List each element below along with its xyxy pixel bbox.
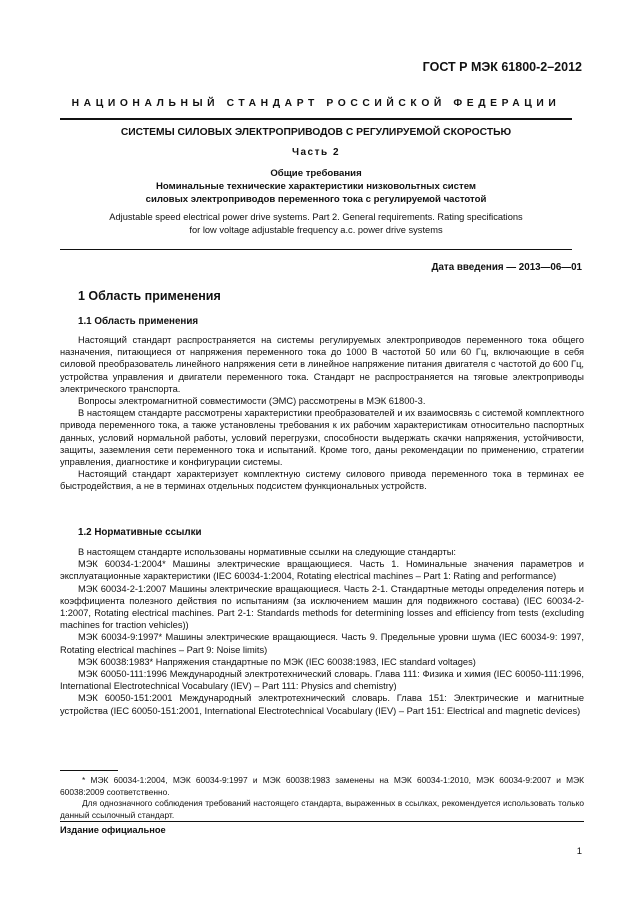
part-number: Часть 2: [291, 147, 341, 158]
english-title-line: for low voltage adjustable frequency a.c. power drive systems: [189, 225, 443, 235]
subtitle: [60, 167, 572, 206]
paragraph: Вопросы электромагнитной совместимости (ЭМС) рассмотрены в МЭК 61800-3.: [78, 396, 426, 407]
footer-rule: [60, 821, 584, 822]
reference-item: МЭК 60050-111:1996 Международный электротехнический словарь. Глава 111: Физика и химия (IEC 60050-111:1996, International Electrotechnical Vocabulary (IEV) – Part 111: Physics and chemistry): [60, 669, 584, 692]
english-title-line: Adjustable speed electrical power drive systems. Part 2. General requirements. Rating specifications: [109, 212, 523, 222]
page-number: 1: [576, 846, 582, 857]
scope-text: [60, 334, 584, 493]
subtitle-line: Номинальные технические характеристики низковольтных систем: [155, 181, 477, 192]
paragraph: Настоящий стандарт характеризует комплектную систему силового привода переменного тока в терминах ее быстродействия, а не в терминах отдельных подсистем функциональных устройств.: [60, 469, 584, 492]
paragraph: В настоящем стандарте рассмотрены характеристики преобразователей и их взаимосвязь с системой комплектного привода переменного тока, а также установлены требования к их рабочим характеристикам относительно паспортных данных, условий нормальной работы, условий перегрузки, способности выдержать скачки напряжения, устойчивости, защиты, заземления сети переменного тока и испытаний. Кроме того, даны рекомендации по применению, стратегии управления, диагностике и конфигурации системы.: [60, 408, 584, 468]
paragraph: Настоящий стандарт распространяется на системы регулируемых электроприводов переменного тока общего назначения, питающиеся от напряжения переменного тока до 1000 В частотой 50 или 60 Гц, включающие в себя силовой преобразователь линейного напряжения сети в линейное напряжение питания двигателя с частотой до 600 Гц, устройства управления и двигатели переменного тока. Стандарт не распространяется на тяговые электроприводы электрического транспорта.: [60, 335, 584, 394]
subsection-heading-scope: 1.1 Область применения: [78, 316, 199, 327]
reference-item: МЭК 60034-9:1997* Машины электрические вращающиеся. Часть 9. Предельные уровни шума (IEC 60034-9: 1997, Rotating electrical machines – Part 9: Noise limits): [60, 632, 584, 655]
references-text: [60, 546, 584, 717]
footnotes: [60, 775, 584, 821]
national-standard-banner: НАЦИОНАЛЬНЫЙ СТАНДАРТ РОССИЙСКОЙ ФЕДЕРАЦИИ: [71, 98, 561, 109]
english-title: [60, 211, 572, 237]
reference-item: МЭК 60038:1983* Напряжения стандартные по МЭК (IEC 60038:1983, IEC standard voltages): [78, 656, 476, 667]
header-rule: [60, 118, 572, 120]
footnote-rule: [60, 770, 118, 771]
official-edition-label: Издание официальное: [60, 825, 166, 835]
standard-title: СИСТЕМЫ СИЛОВЫХ ЭЛЕКТРОПРИВОДОВ С РЕГУЛИРУЕМОЙ СКОРОСТЬЮ: [120, 127, 512, 138]
footnote: * МЭК 60034-1:2004, МЭК 60034-9:1997 и МЭК 60038:1983 заменены на МЭК 60034-1:2010, МЭК 60034-9:2007 и МЭК 60038:2009 соответственно.: [60, 775, 584, 797]
paragraph: В настоящем стандарте использованы нормативные ссылки на следующие стандарты:: [78, 547, 457, 557]
title-block: [60, 126, 572, 237]
reference-item: МЭК 60050-151:2001 Международный электротехнический словарь. Глава 151: Электрические и магнитные устройства (IEC 60050-151:2001, International Electrotechnical Vocabulary (IEV) – Part 151: Electrical and magnetic devices): [60, 693, 584, 716]
footnote-note: Для однозначного соблюдения требований настоящего стандарта, выраженных в ссылках, рекомендуется использовать только данный ссылочный стандарт.: [60, 798, 584, 820]
document-code: ГОСТ Р МЭК 61800-2–2012: [422, 60, 582, 74]
title-rule: [60, 249, 572, 250]
reference-item: МЭК 60034-2-1:2007 Машины электрические вращающиеся. Часть 2-1. Стандартные методы определения потерь и коэффициента полезного действия по испытаниям (за исключением машин для подвижного состава) (IEC 60034-2-1:2007, Rotating electrical machines. Part 2-1: Standards methods for determining losses and efficiency from tests (excluding machines for traction vehicles)): [60, 583, 584, 631]
subsection-heading-references: 1.2 Нормативные ссылки: [78, 527, 202, 538]
subtitle-line: Общие требования: [270, 168, 362, 179]
subtitle-line: силовых электроприводов переменного тока с регулируемой частотой: [145, 194, 487, 205]
section-heading: 1 Область применения: [78, 289, 221, 303]
introduction-date: Дата введения — 2013—06—01: [431, 262, 582, 273]
reference-item: МЭК 60034-1:2004* Машины электрические вращающиеся. Часть 1. Номинальные значения параметров и эксплуатационные характеристики (IEC 60034-1:2004, Rotating electrical machines – Part 1: Rating and performance): [60, 559, 584, 582]
